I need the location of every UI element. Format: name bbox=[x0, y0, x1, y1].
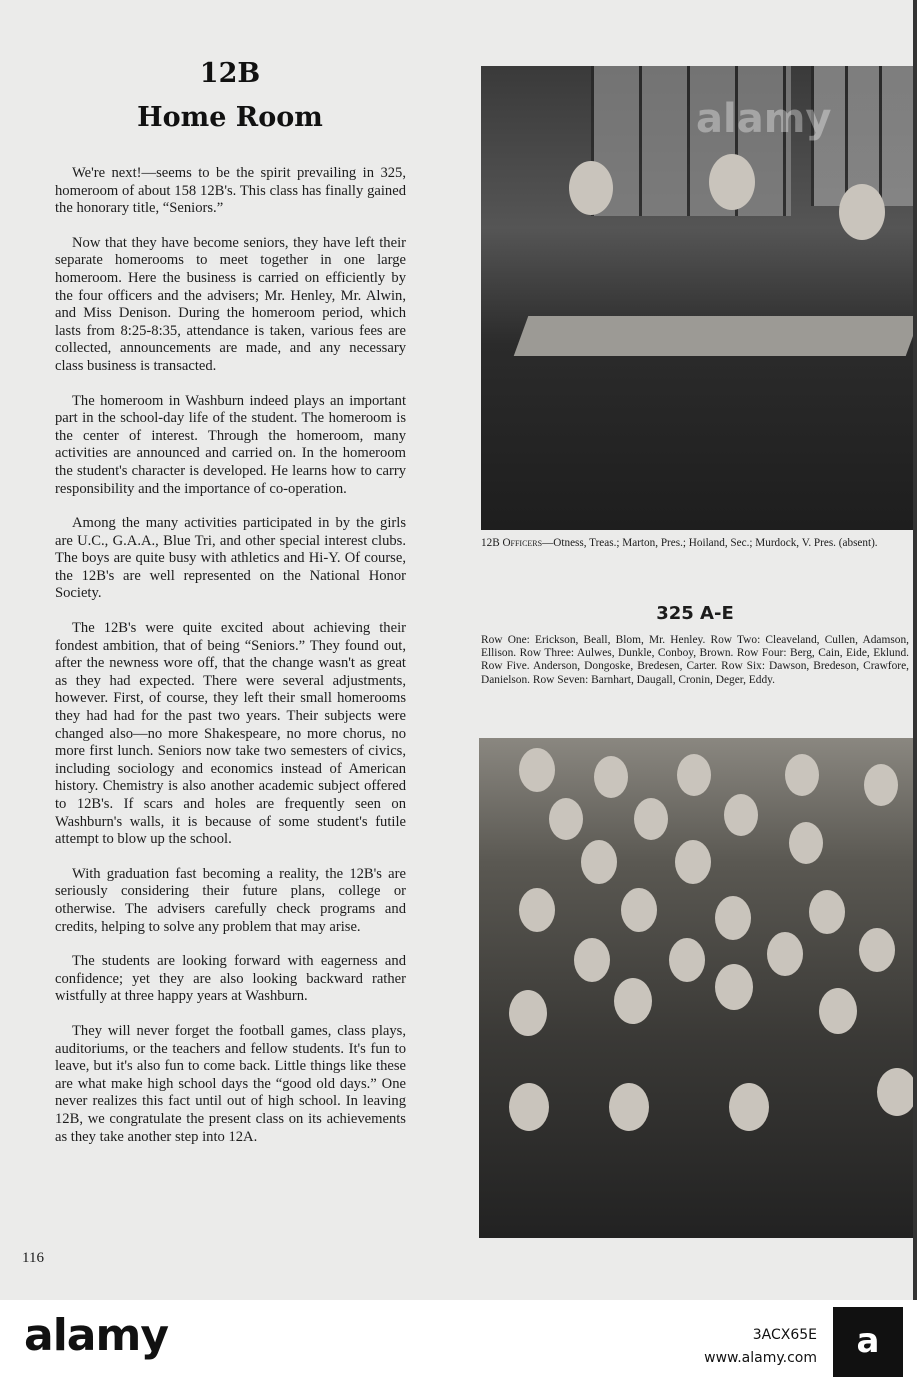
person-head bbox=[574, 938, 610, 982]
person-head bbox=[621, 888, 657, 932]
article-paragraph: Now that they have become seniors, they have left their separate homerooms to meet together in one large homeroom. Here the business is carried on efficiently by the four officers and the advisers; Mr. Henley, Mr. Alwin, and Miss Denison. During the homeroom period, which lasts from 8:25-8:35, attendance is taken, various fees are collected, announcements are made, and any necessary class business is transacted. bbox=[55, 234, 406, 374]
person-head bbox=[715, 964, 753, 1010]
person-head bbox=[669, 938, 705, 982]
person-head bbox=[864, 764, 898, 806]
caption-text: —Otness, Treas.; Marton, Pres.; Hoiland, Sec.; Murdock, V. Pres. (absent). bbox=[542, 537, 878, 549]
stock-logo-mark bbox=[833, 1307, 903, 1377]
person-head bbox=[581, 840, 617, 884]
person-head bbox=[785, 754, 819, 796]
person-head bbox=[594, 756, 628, 798]
person-head bbox=[809, 890, 845, 934]
article-paragraph: The 12B's were quite excited about achieving their fondest ambition, that of being “Seniors.” They found out, after the newness wore off, that the change wasn't as great as they had expected. There were several adjustments, however. First, of course, they left their small homerooms they had had for the past two years. Their subjects were changed also—no more Shakespeare, no more chorus, no more first lunch. Seniors now take two semesters of civics, including sociology and economics instead of American history. Chemistry is also another academic subject offered to 12B's. If scars and holes are frequently seen on Washburn's walls, it is because of some student's futile attempt to blow up the school. bbox=[55, 620, 406, 848]
person-head bbox=[509, 1083, 549, 1131]
person-head bbox=[634, 798, 668, 840]
person-head bbox=[877, 1068, 913, 1116]
article-body bbox=[55, 165, 406, 1163]
person-head bbox=[519, 748, 555, 792]
caption-label: 12B Officers bbox=[481, 537, 543, 549]
person-head bbox=[789, 822, 823, 864]
image-id: 3ACX65E bbox=[752, 1327, 817, 1343]
stock-url: www.alamy.com bbox=[704, 1350, 817, 1366]
person-head bbox=[819, 988, 857, 1034]
logo-mark-letter: a bbox=[856, 1321, 880, 1361]
person-head bbox=[614, 978, 652, 1024]
group-photo bbox=[479, 738, 913, 1238]
stock-logo: alamy bbox=[24, 1310, 168, 1361]
page-number: 116 bbox=[22, 1250, 44, 1266]
table bbox=[514, 316, 913, 356]
article-paragraph: With graduation fast becoming a reality, the 12B's are seriously considering their future plans, college or otherwise. The advisers carefully check programs and credits, helping to solve any problem that may arise. bbox=[55, 865, 406, 935]
person-head bbox=[569, 161, 613, 215]
officers-photo bbox=[481, 66, 913, 530]
group-heading: 325 A-E bbox=[656, 603, 734, 624]
watermark-text: alamy bbox=[696, 96, 832, 142]
page-title-line2: Home Room bbox=[137, 102, 323, 133]
article-paragraph: We're next!—seems to be the spirit prevailing in 325, homeroom of about 158 12B's. This class has finally gained the honorary title, “Seniors.” bbox=[55, 165, 406, 217]
person-head bbox=[715, 896, 751, 940]
person-head bbox=[709, 154, 755, 210]
page-title-line1: 12B bbox=[199, 58, 261, 89]
person-head bbox=[509, 990, 547, 1036]
person-head bbox=[767, 932, 803, 976]
person-head bbox=[549, 798, 583, 840]
person-head bbox=[675, 840, 711, 884]
article-paragraph: Among the many activities participated in by the girls are U.C., G.A.A., Blue Tri, and other special interest clubs. The boys are quite busy with athletics and Hi-Y. Of course, the 12B's are well represented on the National Honor Society. bbox=[55, 515, 406, 602]
person-head bbox=[859, 928, 895, 972]
person-head bbox=[839, 184, 885, 240]
person-head bbox=[724, 794, 758, 836]
article-paragraph: They will never forget the football games, class plays, auditoriums, or the teachers and fellow students. It's fun to leave, but it's also fun to come back. Little things like these are what make high school days the “good old days.” One never realizes this fact until out of high school. In leaving 12B, we congratulate the present class on its achievements as they take another step into 12A. bbox=[55, 1022, 406, 1145]
person-head bbox=[729, 1083, 769, 1131]
officers-caption bbox=[481, 537, 909, 550]
article-paragraph: The homeroom in Washburn indeed plays an important part in the school-day life of the student. The homeroom is the center of interest. Through the homeroom, many activities are announced and carried on. In the homeroom the student's character is developed. He learns how to carry responsibility and the importance of co-operation. bbox=[55, 392, 406, 497]
article-paragraph: The students are looking forward with eagerness and confidence; yet they are also looking backward rather wistfully at three happy years at Washburn. bbox=[55, 953, 406, 1005]
person-head bbox=[609, 1083, 649, 1131]
group-names: Row One: Erickson, Beall, Blom, Mr. Henley. Row Two: Cleaveland, Cullen, Adamson, Ellison. Row Three: Aulwes, Dunkle, Conboy, Brown. Row Four: Berg, Cain, Eide, Eklund. Row Five. Anderson, Dongoske, Bredesen, Carter. Row Six: Dawson, Bredeson, Crawfore, Danielson. Row Seven: Barnhart, Daugall, Cronin, Deger, Eddy. bbox=[481, 634, 909, 686]
person-head bbox=[519, 888, 555, 932]
person-head bbox=[677, 754, 711, 796]
